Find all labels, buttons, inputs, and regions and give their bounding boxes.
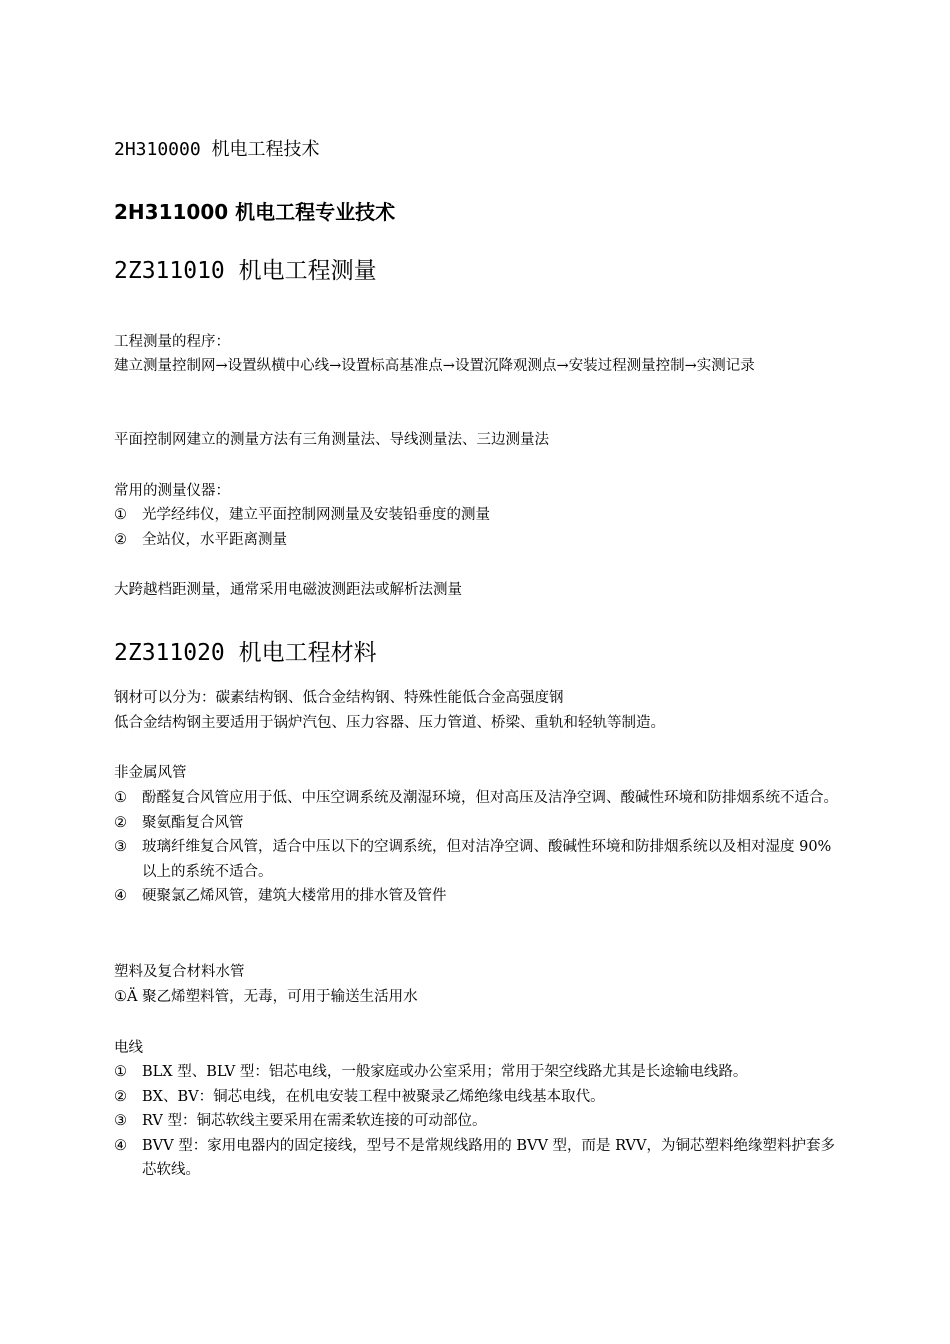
item-text: BLX 型、BLV 型：铝芯电线，一般家庭或办公室采用；常用于架空线路尤其是长途输电线路。 xyxy=(142,1064,748,1080)
item-number: ③ xyxy=(114,839,127,855)
list-item xyxy=(114,1060,840,1085)
item-number: ④ xyxy=(114,888,127,904)
item-text: 全站仪，水平距离测量 xyxy=(142,531,287,548)
duct-label: 非金属风管 xyxy=(114,765,187,781)
item-number: ④ xyxy=(114,1137,127,1154)
item-text: RV 型：铜芯软线主要采用在需柔软连接的可动部位。 xyxy=(142,1113,487,1129)
ducts-list xyxy=(114,786,840,909)
list-item xyxy=(114,1085,840,1110)
item-text: BVV 型：家用电器内的固定接线，型号不是常规线路用的 BVV 型，而是 RVV，为铜芯塑料绝缘塑料护套多芯软线。 xyxy=(142,1137,835,1178)
item-text: BX、BV：铜芯电线，在机电安装工程中被聚录乙烯绝缘电线基本取代。 xyxy=(142,1088,605,1105)
wire-label: 电线 xyxy=(114,1040,143,1056)
control-network-text: 平面控制网建立的测量方法有三角测量法、导线测量法、三边测量法 xyxy=(114,432,549,448)
instruments-list xyxy=(114,503,840,552)
list-item xyxy=(114,786,840,811)
subsection-heading-materials: 2Z311020 机电工程材料 xyxy=(114,640,377,666)
list-item xyxy=(114,1109,840,1134)
item-text: 光学经纬仪，建立平面控制网测量及安装铅垂度的测量 xyxy=(142,507,490,523)
chapter-heading: 2H310000 机电工程技术 xyxy=(114,139,320,160)
list-item xyxy=(114,884,840,909)
list-item xyxy=(114,528,840,553)
item-number: ② xyxy=(114,531,127,548)
item-number: ③ xyxy=(114,1113,127,1129)
item-text: 酚醛复合风管应用于低、中压空调系统及潮湿环境，但对高压及洁净空调、酸碱性环境和防排烟系统不适合。 xyxy=(142,790,838,806)
long-span-text: 大跨越档距测量，通常采用电磁波测距法或解析法测量 xyxy=(114,582,462,598)
item-number: ② xyxy=(114,1088,127,1105)
subsection-heading-survey: 2Z311010 机电工程测量 xyxy=(114,258,377,284)
item-text: 聚氨酯复合风管 xyxy=(142,814,244,831)
item-number: ① xyxy=(114,790,127,806)
wires-list xyxy=(114,1060,840,1183)
item-number: ① xyxy=(114,507,127,523)
item-number: ① xyxy=(114,1064,127,1080)
instruments-label: 常用的测量仪器： xyxy=(114,483,230,499)
list-item xyxy=(114,835,840,884)
list-item xyxy=(114,503,840,528)
pipe-item: ①Ä 聚乙烯塑料管，无毒，可用于输送生活用水 xyxy=(114,989,418,1005)
item-text: 硬聚氯乙烯风管，建筑大楼常用的排水管及管件 xyxy=(142,888,447,904)
procedure-label: 工程测量的程序： xyxy=(114,334,230,350)
list-item xyxy=(114,1134,840,1183)
section-heading: 2H311000 机电工程专业技术 xyxy=(114,200,396,224)
item-number: ② xyxy=(114,814,127,831)
procedure-text: 建立测量控制网→设置纵横中心线→设置标高基准点→设置沉降观测点→安装过程测量控制→实测记录 xyxy=(114,358,755,374)
steel-classification: 钢材可以分为：碳素结构钢、低合金结构钢、特殊性能低合金高强度钢 xyxy=(114,690,564,706)
item-text: 玻璃纤维复合风管，适合中压以下的空调系统，但对洁净空调、酸碱性环境和防排烟系统以及相对湿度 90%以上的系统不适合。 xyxy=(142,839,832,880)
list-item xyxy=(114,811,840,836)
low-alloy-steel-usage: 低合金结构钢主要适用于锅炉汽包、压力容器、压力管道、桥梁、重轨和轻轨等制造。 xyxy=(114,715,665,731)
pipe-label: 塑料及复合材料水管 xyxy=(114,964,245,980)
